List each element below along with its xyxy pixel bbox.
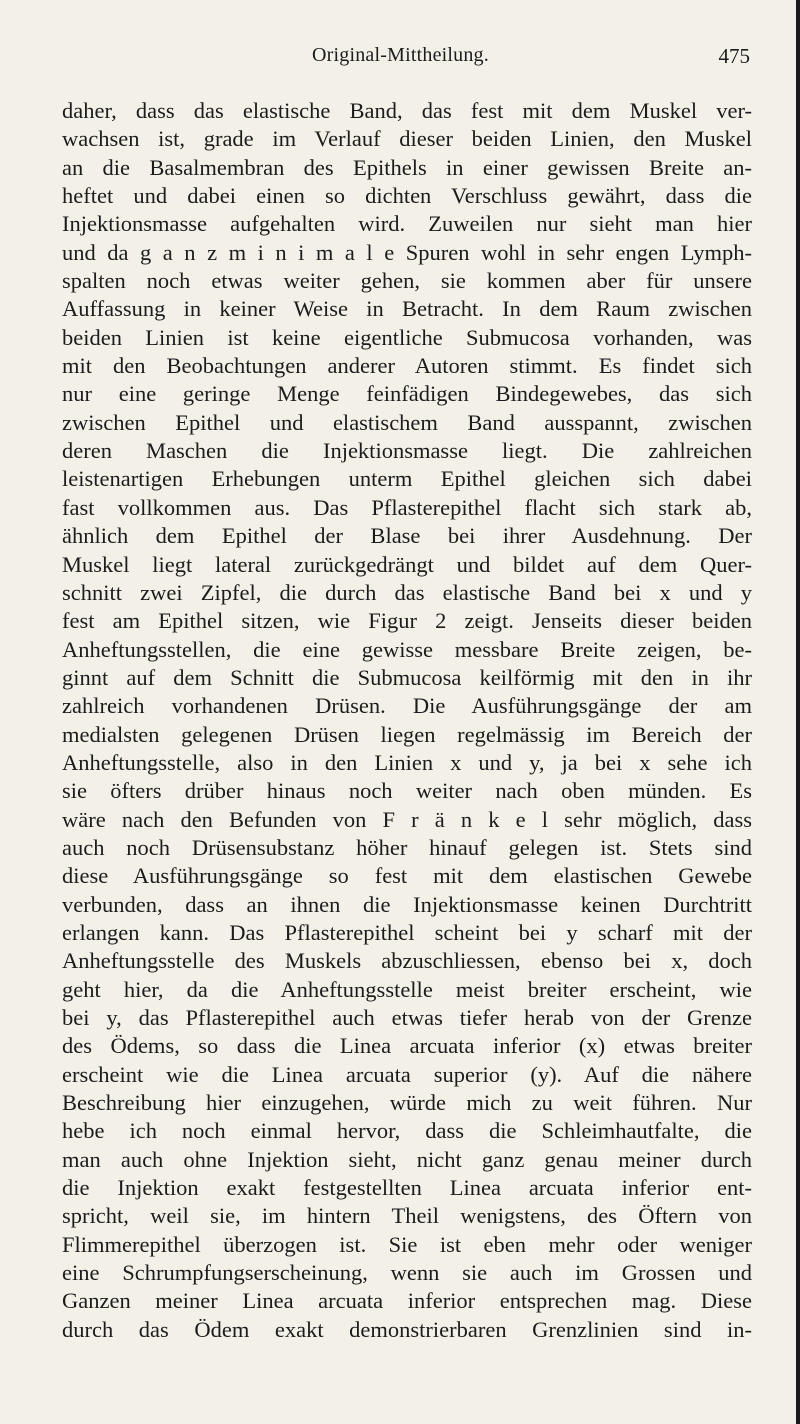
text-line: leistenartigen Erhebungen unterm Epithel gleichen sich dabei <box>62 466 752 492</box>
text-line: Anheftungsstellen, die eine gewisse messbare Breite zeigen, be- <box>62 636 752 662</box>
text-line: man auch ohne Injektion sieht, nicht ganz genau meiner durch <box>62 1146 752 1172</box>
text-line: ginnt auf dem Schnitt die Submucosa keilförmig mit den in ihr <box>62 664 752 690</box>
text-line: hebe ich noch einmal hervor, dass die Schleimhautfalte, die <box>62 1118 752 1144</box>
body-text <box>62 97 752 1344</box>
text-line: Injektionsmasse aufgehalten wird. Zuweilen nur sieht man hier <box>62 211 752 237</box>
page-number: 475 <box>718 44 750 68</box>
text-line: ähnlich dem Epithel der Blase bei ihrer Ausdehnung. Der <box>62 523 752 549</box>
text-line: beiden Linien ist keine eigentliche Submucosa vorhanden, was <box>62 324 752 350</box>
text-line: wachsen ist, grade im Verlauf dieser beiden Linien, den Muskel <box>62 126 752 152</box>
text-line: an die Basalmembran des Epithels in einer gewissen Breite an- <box>62 154 752 180</box>
text-line: zahlreich vorhandenen Drüsen. Die Ausführungsgänge der am <box>62 693 752 719</box>
text-line: des Ödems, so dass die Linea arcuata inferior (x) etwas breiter <box>62 1033 752 1059</box>
text-line: fest am Epithel sitzen, wie Figur 2 zeigt. Jenseits dieser beiden <box>62 608 752 634</box>
text-line: Muskel liegt lateral zurückgedrängt und bildet auf dem Quer- <box>62 551 752 577</box>
text-line: zwischen Epithel und elastischem Band ausspannt, zwischen <box>62 409 752 435</box>
text-line: sie öfters drüber hinaus noch weiter nach oben münden. Es <box>62 778 752 804</box>
running-head: Original-Mittheilung. <box>312 44 489 66</box>
page-header <box>62 44 750 76</box>
text-line: auch noch Drüsensubstanz höher hinauf gelegen ist. Stets sind <box>62 834 752 860</box>
text-line: Anheftungsstelle, also in den Linien x und y, ja bei x sehe ich <box>62 749 752 775</box>
text-line: eine Schrumpfungserscheinung, wenn sie auch im Grossen und <box>62 1260 752 1286</box>
text-line: diese Ausführungsgänge so fest mit dem elastischen Gewebe <box>62 863 752 889</box>
text-line: Beschreibung hier einzugehen, würde mich zu weit führen. Nur <box>62 1090 752 1116</box>
text-line: erlangen kann. Das Pflasterepithel scheint bei y scharf mit der <box>62 919 752 945</box>
text-line: Auffassung in keiner Weise in Betracht. In dem Raum zwischen <box>62 296 752 322</box>
text-line: daher, dass das elastische Band, das fest mit dem Muskel ver- <box>62 98 752 123</box>
text-line: heftet und dabei einen so dichten Verschluss gewährt, dass die <box>62 183 752 209</box>
text-line: und da g a n z m i n i m a l e Spuren wohl in sehr engen Lymph- <box>62 239 752 265</box>
text-line: erscheint wie die Linea arcuata superior (y). Auf die nähere <box>62 1061 752 1087</box>
text-line: Anheftungsstelle des Muskels abzuschliessen, ebenso bei x, doch <box>62 948 752 974</box>
text-line: durch das Ödem exakt demonstrierbaren Grenzlinien sind in- <box>62 1316 752 1342</box>
text-line: spalten noch etwas weiter gehen, sie kommen aber für unsere <box>62 268 752 294</box>
text-line: Ganzen meiner Linea arcuata inferior entsprechen mag. Diese <box>62 1288 752 1314</box>
text-line: spricht, weil sie, im hintern Theil wenigstens, des Öftern von <box>62 1203 752 1229</box>
text-line: fast vollkommen aus. Das Pflasterepithel flacht sich stark ab, <box>62 494 752 520</box>
text-line: wäre nach den Befunden von F r ä n k e l sehr möglich, dass <box>62 806 752 832</box>
text-line: geht hier, da die Anheftungsstelle meist breiter erscheint, wie <box>62 976 752 1002</box>
text-line: verbunden, dass an ihnen die Injektionsmasse keinen Durchtritt <box>62 891 752 917</box>
text-line: mit den Beobachtungen anderer Autoren stimmt. Es findet sich <box>62 353 752 379</box>
text-line: medialsten gelegenen Drüsen liegen regelmässig im Bereich der <box>62 721 752 747</box>
text-line: nur eine geringe Menge feinfädigen Bindegewebes, das sich <box>62 381 752 407</box>
text-line: schnitt zwei Zipfel, die durch das elastische Band bei x und y <box>62 579 752 605</box>
text-line: bei y, das Pflasterepithel auch etwas tiefer herab von der Grenze <box>62 1005 752 1030</box>
text-line: die Injektion exakt festgestellten Linea arcuata inferior ent- <box>62 1175 752 1201</box>
text-line: Flimmerepithel überzogen ist. Sie ist eben mehr oder weniger <box>62 1231 752 1257</box>
text-line: deren Maschen die Injektionsmasse liegt. Die zahlreichen <box>62 438 752 464</box>
